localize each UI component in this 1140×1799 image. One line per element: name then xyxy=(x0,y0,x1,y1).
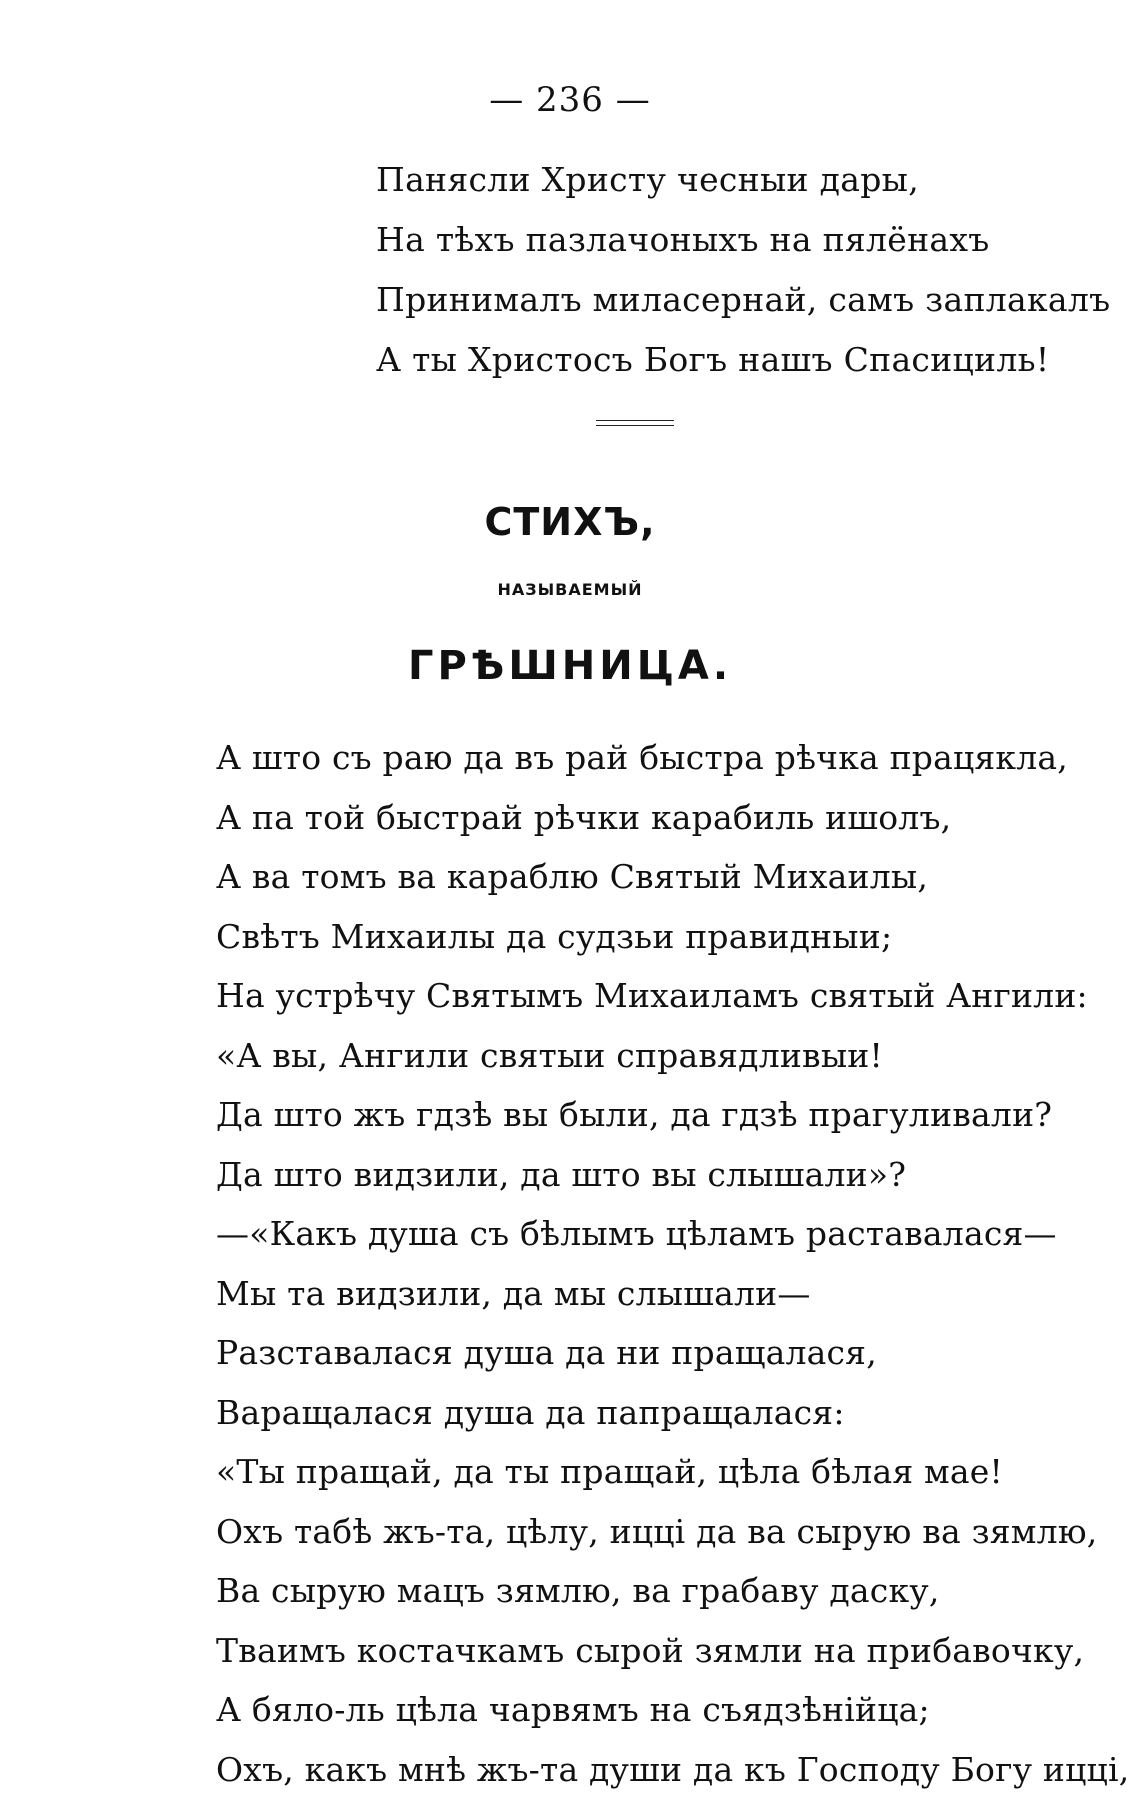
stanza-line: Панясли Христу чесныи дары, xyxy=(376,150,1110,210)
stanza-top xyxy=(376,150,1110,390)
poem-line: —«Какъ душа съ бѣлымъ цѣламъ раставалася— xyxy=(216,1204,1129,1264)
poem-line: «Ты пращай, да ты пращай, цѣла бѣлая мае! xyxy=(216,1442,1129,1502)
poem-name: ГРѢШНИЦА. xyxy=(0,643,1140,689)
poem-line: Да што жъ гдзѣ вы были, да гдзѣ прагуливали? xyxy=(216,1085,1129,1145)
poem-line: А ва томъ ва караблю Святый Михаилы, xyxy=(216,847,1129,907)
poem-line: Варащалася душа да папращалася: xyxy=(216,1383,1129,1443)
poem-line: А па той быстрай рѣчки карабиль ишолъ, xyxy=(216,788,1129,848)
poem-line: А бяло-ль цѣла чарвямъ на съядзѣнiйца; xyxy=(216,1680,1129,1740)
stanza-line: Принималъ миласернай, самъ заплакалъ xyxy=(376,270,1110,330)
section-title: СТИХЪ, xyxy=(0,500,1140,544)
poem-line: Мы та видзили, да мы слышали— xyxy=(216,1264,1129,1324)
poem-line: Разставалася душа да ни пращалася, xyxy=(216,1323,1129,1383)
poem-line: Охъ, какъ мнѣ жъ-та души да къ Господу Богу иццi, xyxy=(216,1740,1129,1799)
poem-body xyxy=(216,728,1129,1799)
poem-line: «А вы, Ангили святыи справядливыи! xyxy=(216,1026,1129,1086)
section-divider xyxy=(596,420,674,426)
poem-line: Ва сырую мацъ зямлю, ва грабаву даску, xyxy=(216,1561,1129,1621)
stanza-line: На тѣхъ пазлачоныхъ на пялёнахъ xyxy=(376,210,1110,270)
poem-line: Охъ табѣ жъ-та, цѣлу, иццi да ва сырую ва зямлю, xyxy=(216,1502,1129,1562)
poem-line: А што съ раю да въ рай быстра рѣчка працякла, xyxy=(216,728,1129,788)
poem-line: На устрѣчу Святымъ Михаиламъ святый Ангили: xyxy=(216,966,1129,1026)
poem-line: Свѣтъ Михаилы да судзьи правидныи; xyxy=(216,907,1129,967)
poem-line: Тваимъ костачкамъ сырой зямли на прибавочку, xyxy=(216,1621,1129,1681)
stanza-line: А ты Христосъ Богъ нашъ Спасициль! xyxy=(376,330,1110,390)
page-number: — 236 — xyxy=(0,80,1140,120)
poem-line: Да што видзили, да што вы слышали»? xyxy=(216,1145,1129,1205)
section-subtitle: НАЗЫВАЕМЫЙ xyxy=(0,580,1140,599)
